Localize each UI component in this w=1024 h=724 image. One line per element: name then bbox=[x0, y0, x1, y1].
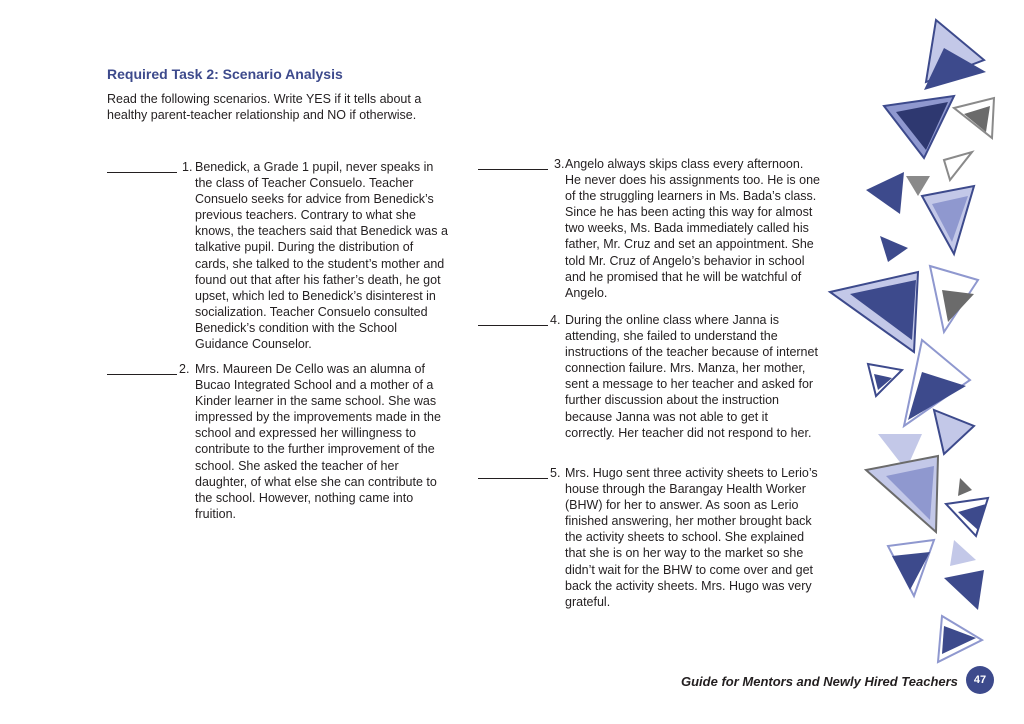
task-heading: Required Task 2: Scenario Analysis bbox=[107, 66, 343, 82]
instructions: Read the following scenarios. Write YES if it tells about a healthy parent-teacher relationship and NO if otherwise. bbox=[107, 92, 422, 122]
answer-blank[interactable] bbox=[478, 169, 548, 170]
scenario-text: Benedick, a Grade 1 pupil, never speaks in the class of Teacher Consuelo. Teacher Consuelo seeks for advice from Benedick’s previous teachers. Contrary to what she knows, the teachers said that Benedick was a talkative pupil. During the distribution of cards, she talked to the student’s mother and found out that after his father’s death, he got upset, which led to Benedick’s disinterest in socialization. Teacher Consuelo consulted Benedick’s condition with the School Guidance Counselor. bbox=[195, 160, 448, 352]
scenario-text: Angelo always skips class every afternoon. He never does his assignments too. He is one of the struggling learners in Ms. Bada’s class. Since he has been acting this way for almost two weeks, Ms. Bada immediately called his father, Mr. Cruz and set an appointment. She told Mr. Cruz of Angelo’s behavior in school and he promised that he will be watchful of Angelo. bbox=[565, 157, 820, 300]
answer-blank[interactable] bbox=[107, 374, 177, 375]
answer-blank[interactable] bbox=[478, 478, 548, 479]
item-number: 4. bbox=[550, 313, 561, 327]
scenario-text: Mrs. Hugo sent three activity sheets to Lerio’s house through the Barangay Health Worker (BHW) for her to answer. As soon as Lerio finished answering, her mother brought back the activity sheets to school. She explained that she is on her way to the market so she didn’t wait for the BHW to come over and get back the activity sheets. Mrs. Hugo was very grateful. bbox=[565, 466, 818, 609]
item-number: 2. bbox=[179, 362, 190, 376]
triangle-decoration bbox=[826, 0, 1024, 724]
scenario-text: During the online class where Janna is attending, she failed to understand the instructions of the teacher because of internet connection failure. Mrs. Manza, her mother, sent a message to her teacher and asked for further discussion about the instruction because Janna was not able to get it correctly. Her teacher did not respond to her. bbox=[565, 313, 818, 440]
answer-blank[interactable] bbox=[478, 325, 548, 326]
item-number: 5. bbox=[550, 466, 561, 480]
scenario-text: Mrs. Maureen De Cello was an alumna of Bucao Integrated School and a mother of a Kinder learner in the same school. She was impressed by the improvements made in the school and expressed her willingness to contribute to the further improvement of the school. She asked the teacher of her daughter, of what else she can contribute to the school. However, nothing came into fruition. bbox=[195, 362, 441, 521]
item-number: 1. bbox=[182, 160, 193, 174]
answer-blank[interactable] bbox=[107, 172, 177, 173]
item-number: 3. bbox=[554, 157, 565, 171]
page-number: 47 bbox=[966, 666, 994, 694]
footer-title: Guide for Mentors and Newly Hired Teachers bbox=[681, 674, 958, 689]
triangle-pattern bbox=[830, 20, 994, 662]
